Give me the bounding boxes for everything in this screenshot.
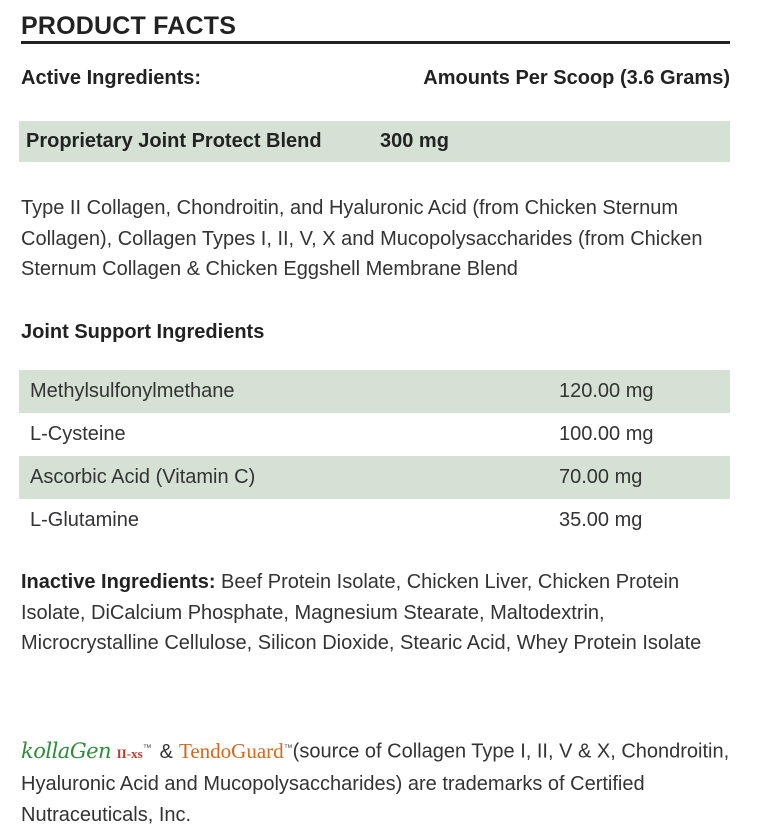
page-title: PRODUCT FACTS (21, 12, 237, 40)
joint-support-table (19, 370, 730, 542)
tendoguard-logo-text: TendoGuard (178, 738, 284, 763)
table-row (19, 456, 730, 499)
ingredient-amount: 70.00 mg (559, 466, 643, 488)
trademark-text: (source of Collagen Type I, II, V & X, Chondroitin, Hyaluronic Acid and Mucopolysaccharides) are trademarks of Certified Nutraceuticals, Inc. (21, 740, 730, 826)
table-row (19, 413, 730, 456)
tendoguard-logo (178, 738, 293, 763)
active-ingredients-label: Active Ingredients: (21, 67, 202, 89)
blend-name: Proprietary Joint Protect Blend (26, 130, 322, 152)
blend-description: Type II Collagen, Chondroitin, and Hyaluronic Acid (from Chicken Sternum Collagen), Collagen Types I, II, V, X and Mucopolysaccharides (from Chicken Sternum Collagen & Chicken Eggshell Membrane Blend (21, 197, 703, 280)
joint-support-heading: Joint Support Ingredients (21, 321, 265, 343)
ingredient-name: Ascorbic Acid (Vitamin C) (30, 466, 256, 488)
title-divider (21, 41, 730, 44)
inactive-ingredients-label: Inactive Ingredients: (21, 571, 216, 593)
ingredient-name: L-Cysteine (30, 423, 126, 445)
kollagen-tm: ™ (142, 742, 152, 752)
kollagen-logo-sub: II-xs (116, 745, 143, 761)
ampersand: & (159, 740, 173, 763)
trademark-notice (21, 732, 730, 830)
kollagen-logo-text: kollaGen (21, 738, 112, 763)
amounts-per-scoop-header: Amounts Per Scoop (3.6 Grams) (423, 67, 730, 89)
table-row (19, 370, 730, 413)
blend-amount: 300 mg (380, 130, 449, 152)
tendoguard-tm: ™ (283, 742, 293, 752)
inactive-ingredients-text: Beef Protein Isolate, Chicken Liver, Chicken Protein Isolate, DiCalcium Phosphate, Magnesium Stearate, Maltodextrin, Microcrystalline Cellulose, Silicon Dioxide, Stearic Acid, Whey Protein Isolate (21, 571, 702, 654)
ingredient-name: L-Glutamine (30, 509, 139, 531)
blend-row (19, 121, 730, 162)
ingredient-amount: 100.00 mg (559, 423, 654, 445)
ingredient-amount: 35.00 mg (559, 509, 643, 531)
ingredient-amount: 120.00 mg (559, 380, 654, 402)
table-row (19, 499, 730, 542)
inactive-ingredients (21, 567, 730, 659)
ingredient-name: Methylsulfonylmethane (30, 380, 235, 402)
kollagen-logo (21, 738, 152, 763)
